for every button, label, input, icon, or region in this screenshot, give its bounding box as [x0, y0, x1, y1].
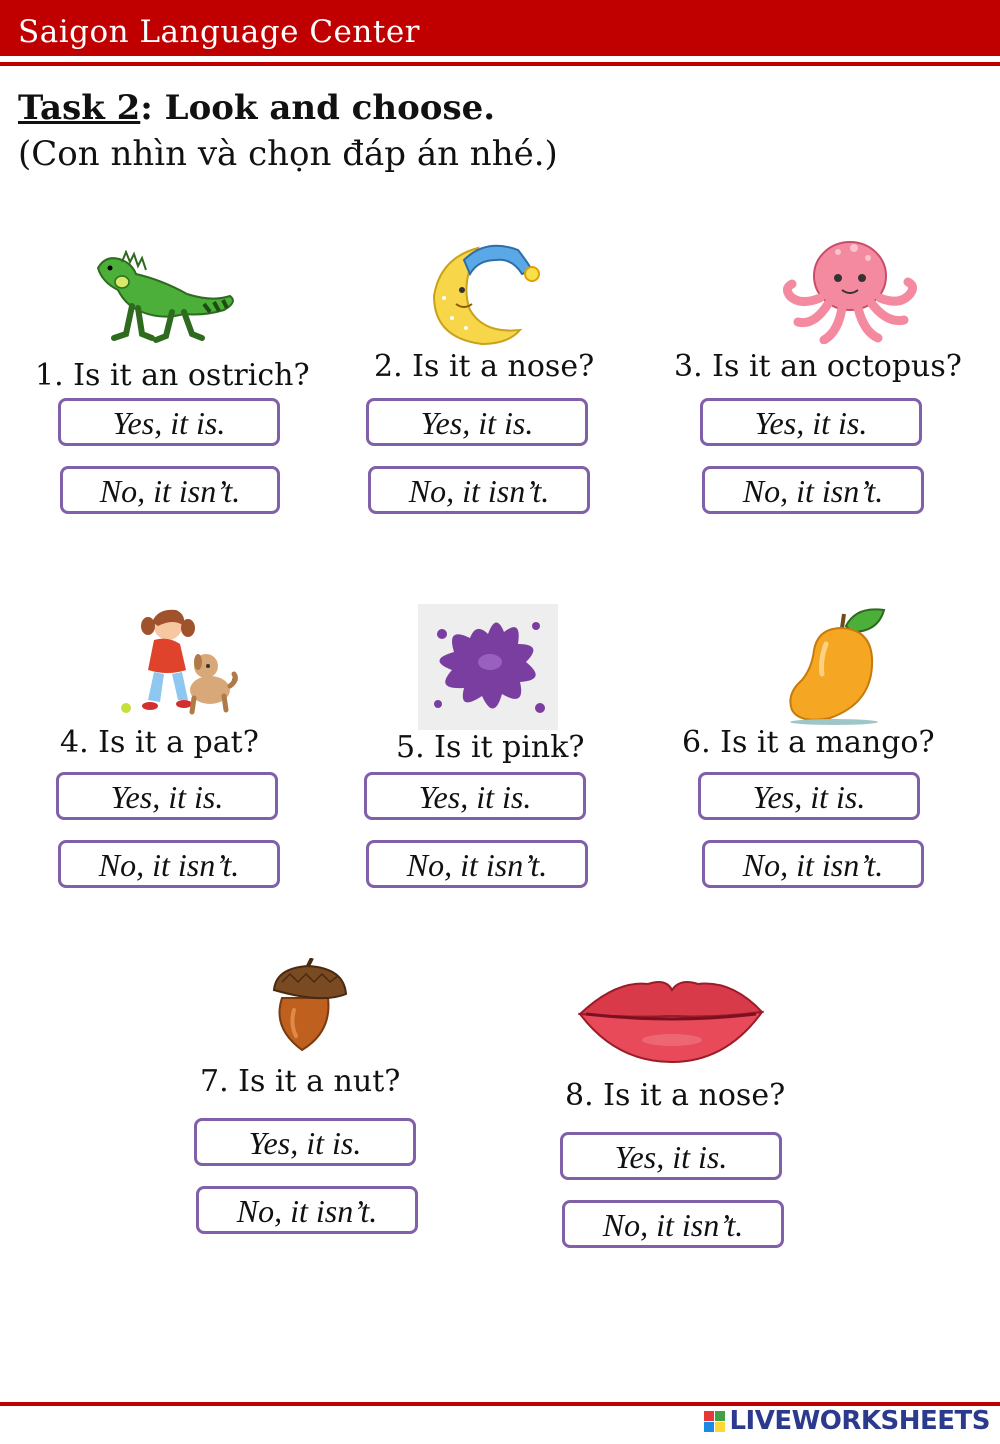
question-3: 3. Is it an octopus? — [674, 349, 962, 384]
liveworksheets-mark-icon — [704, 1411, 725, 1432]
answer-yes-5[interactable]: Yes, it is. — [364, 772, 586, 820]
answer-no-5[interactable]: No, it isn’t. — [366, 840, 588, 888]
moon-picture — [426, 238, 546, 346]
question-1: 1. Is it an ostrich? — [35, 358, 310, 393]
answer-yes-8[interactable]: Yes, it is. — [560, 1132, 782, 1180]
question-6: 6. Is it a mango? — [682, 725, 935, 760]
answer-no-1[interactable]: No, it isn’t. — [60, 466, 280, 514]
task-title — [18, 88, 495, 128]
question-8: 8. Is it a nose? — [565, 1078, 786, 1113]
answer-yes-6[interactable]: Yes, it is. — [698, 772, 920, 820]
answer-no-4[interactable]: No, it isn’t. — [58, 840, 280, 888]
answer-yes-1[interactable]: Yes, it is. — [58, 398, 280, 446]
octopus-picture — [780, 236, 920, 344]
question-4: 4. Is it a pat? — [60, 725, 259, 760]
acorn-picture — [262, 958, 352, 1054]
answer-no-6[interactable]: No, it isn’t. — [702, 840, 924, 888]
header-title: Saigon Language Center — [18, 14, 420, 50]
question-7: 7. Is it a nut? — [200, 1064, 401, 1099]
mango-picture — [786, 604, 890, 726]
answer-no-2[interactable]: No, it isn’t. — [368, 466, 590, 514]
brand-name: LIVEWORKSHEETS — [729, 1406, 990, 1436]
girl-patting-dog-picture — [118, 604, 238, 718]
answer-no-8[interactable]: No, it isn’t. — [562, 1200, 784, 1248]
purple-splash-picture — [418, 604, 558, 730]
iguana-picture — [92, 250, 237, 345]
liveworksheets-logo[interactable] — [704, 1406, 990, 1436]
question-2: 2. Is it a nose? — [374, 349, 595, 384]
answer-yes-2[interactable]: Yes, it is. — [366, 398, 588, 446]
header-rule — [0, 62, 1000, 66]
question-5: 5. Is it pink? — [396, 730, 585, 765]
task-instruction: : Look and choose. — [140, 88, 496, 128]
answer-no-7[interactable]: No, it isn’t. — [196, 1186, 418, 1234]
task-subtitle: (Con nhìn và chọn đáp án nhé.) — [18, 134, 558, 174]
answer-yes-4[interactable]: Yes, it is. — [56, 772, 278, 820]
answer-no-3[interactable]: No, it isn’t. — [702, 466, 924, 514]
answer-yes-7[interactable]: Yes, it is. — [194, 1118, 416, 1166]
lips-picture — [576, 974, 766, 1066]
answer-yes-3[interactable]: Yes, it is. — [700, 398, 922, 446]
task-label: Task 2 — [18, 88, 141, 128]
